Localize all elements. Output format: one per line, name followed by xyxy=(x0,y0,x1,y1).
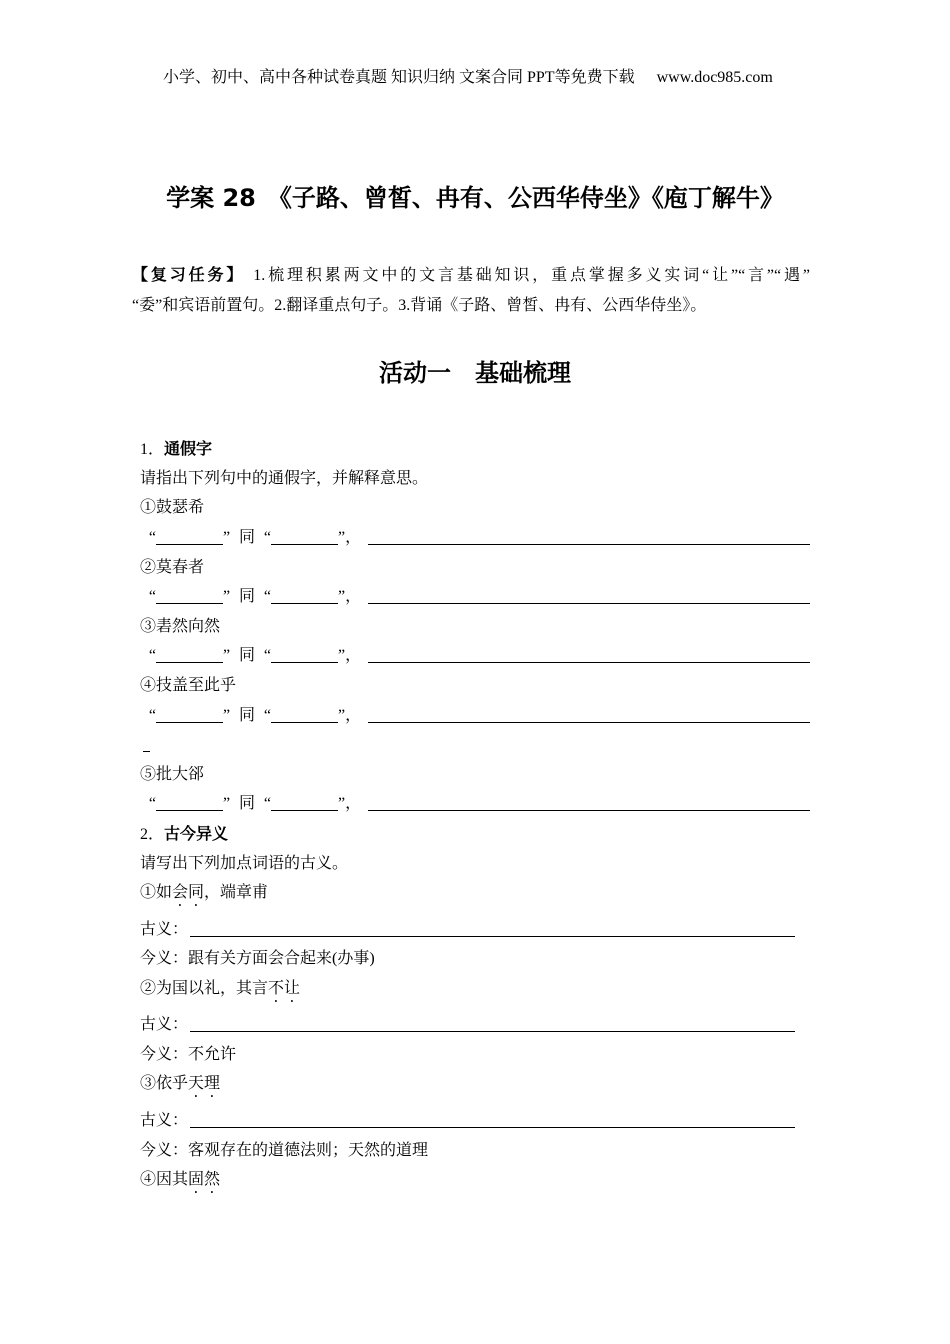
blank-meaning xyxy=(368,722,810,723)
tongjiazi-item: ④技盖至此乎 xyxy=(140,676,237,694)
gujin-item xyxy=(140,878,812,914)
dotted-word: 固然 xyxy=(188,1171,221,1189)
review-line-2: “委”和宾语前置句。2.翻译重点句子。3.背诵《子路、曾皙、冉有、公西华侍坐》。 xyxy=(132,297,707,314)
blank-standard-char xyxy=(271,810,338,811)
tongjiazi-item: ③砉然向然 xyxy=(140,617,221,635)
quote-open: “ xyxy=(148,588,156,606)
page-title: 学案 28 《子路、曾皙、冉有、公西华侍坐》《庖丁解牛》 xyxy=(166,184,784,212)
quote-open: “ xyxy=(148,706,156,724)
header-text: 小学、初中、高中各种试卷真题 知识归纳 文案合同 PPT等免费下载 xyxy=(163,69,635,86)
section-title: 通假字 xyxy=(164,439,213,459)
activity-heading: 活动一 基础梳理 xyxy=(379,359,571,387)
same-as-text: ”同“ xyxy=(223,588,271,606)
blank-meaning xyxy=(368,810,810,811)
quote-close-comma: ”， xyxy=(338,706,362,724)
ancient-label: 古义： xyxy=(140,920,189,938)
tongjiazi-item: ①鼓瑟希 xyxy=(140,499,205,517)
same-as-text: ”同“ xyxy=(223,795,271,813)
ancient-label: 古义： xyxy=(140,1016,189,1034)
dotted-word: 不让 xyxy=(268,979,301,997)
blank-meaning xyxy=(368,544,810,545)
section-number: 1． xyxy=(140,441,165,459)
blank-ancient-meaning xyxy=(190,1031,795,1032)
sentence-before: ④因其 xyxy=(140,1171,189,1189)
sentence-before: ③依乎 xyxy=(140,1075,189,1093)
review-tasks xyxy=(132,260,810,321)
review-text-1: 1.梳理积累两文中的文言基础知识，重点掌握多义实词“让”“言”“遇” xyxy=(253,267,810,284)
modern-meaning: 不允许 xyxy=(188,1045,237,1063)
sentence-before: ②为国以礼，其言 xyxy=(140,979,269,997)
answer-line xyxy=(140,582,812,612)
dotted-word: 会同 xyxy=(172,884,205,902)
blank-standard-char xyxy=(271,544,338,545)
blank-meaning xyxy=(368,603,810,604)
modern-meaning-line xyxy=(140,1040,812,1070)
sentence-before: ①如 xyxy=(140,884,173,902)
quote-open: “ xyxy=(148,795,156,813)
dotted-word: 天理 xyxy=(188,1075,221,1093)
same-as-text: ”同“ xyxy=(223,528,271,546)
ancient-meaning-line xyxy=(140,1010,812,1040)
blank-meaning xyxy=(368,662,810,663)
gujin-item xyxy=(140,1165,812,1201)
gujin-item xyxy=(140,974,812,1010)
sentence-after: ，端章甫 xyxy=(204,884,269,902)
ancient-label: 古义： xyxy=(140,1111,189,1129)
ancient-meaning-line xyxy=(140,1106,812,1136)
quote-close-comma: ”， xyxy=(338,588,362,606)
stray-underline xyxy=(143,751,150,752)
modern-label: 今义： xyxy=(140,950,189,968)
same-as-text: ”同“ xyxy=(223,706,271,724)
modern-label: 今义： xyxy=(140,1045,189,1063)
blank-ancient-meaning xyxy=(190,936,795,937)
quote-close-comma: ”， xyxy=(338,647,362,665)
section-heading-gujin xyxy=(140,819,812,849)
quote-open: “ xyxy=(148,528,156,546)
answer-line xyxy=(140,641,812,671)
modern-meaning: 客观存在的道德法则；天然的道理 xyxy=(188,1141,429,1159)
section-title: 古今异义 xyxy=(164,823,229,843)
blank-original-char xyxy=(156,810,223,811)
header-site: www.doc985.com xyxy=(656,69,773,86)
review-label: 【复习任务】 xyxy=(132,265,246,284)
modern-meaning-line xyxy=(140,1136,812,1166)
ancient-meaning-line xyxy=(140,915,812,945)
modern-meaning: 跟有关方面会合起来(办事) xyxy=(188,950,375,968)
tongjiazi-item: ⑤批大郤 xyxy=(140,765,205,783)
section-instruction: 请写出下列加点词语的古义。 xyxy=(140,854,349,872)
section-heading-tongjiazi xyxy=(140,434,812,464)
review-line-1 xyxy=(132,260,810,291)
page-header xyxy=(163,68,773,88)
quote-close-comma: ”， xyxy=(338,528,362,546)
blank-original-char xyxy=(156,662,223,663)
blank-original-char xyxy=(156,722,223,723)
blank-standard-char xyxy=(271,722,338,723)
wrapped-rule xyxy=(140,730,812,760)
blank-original-char xyxy=(156,603,223,604)
modern-label: 今义： xyxy=(140,1141,189,1159)
blank-standard-char xyxy=(271,603,338,604)
section-number: 2． xyxy=(140,825,165,843)
exercise-content xyxy=(140,434,812,1201)
quote-close-comma: ”， xyxy=(338,795,362,813)
blank-ancient-meaning xyxy=(190,1127,795,1128)
gujin-item xyxy=(140,1069,812,1105)
answer-line xyxy=(140,789,812,819)
answer-line xyxy=(140,523,812,553)
answer-line xyxy=(140,701,812,731)
same-as-text: ”同“ xyxy=(223,647,271,665)
modern-meaning-line xyxy=(140,944,812,974)
section-instruction: 请指出下列句中的通假字，并解释意思。 xyxy=(140,469,429,487)
blank-standard-char xyxy=(271,662,338,663)
quote-open: “ xyxy=(148,647,156,665)
blank-original-char xyxy=(156,544,223,545)
tongjiazi-item: ②莫春者 xyxy=(140,558,205,576)
